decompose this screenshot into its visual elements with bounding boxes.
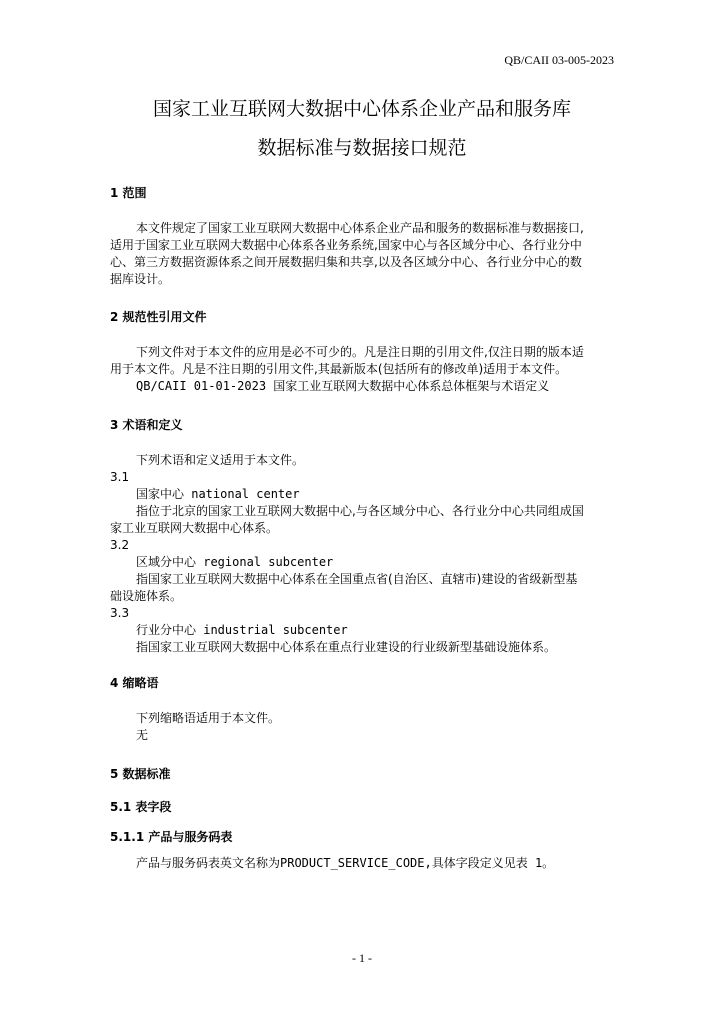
section-3-heading: 3 术语和定义 bbox=[110, 418, 183, 432]
text-line: 下列文件对于本文件的应用是必不可少的。凡是注日期的引用文件,仅注日期的版本适 bbox=[136, 345, 584, 359]
section-5-1-heading: 5.1 表字段 bbox=[110, 800, 172, 814]
term-name: 国家中心 national center bbox=[136, 487, 300, 501]
document-title-line1: 国家工业互联网大数据中心体系企业产品和服务库 bbox=[152, 98, 571, 120]
text-line: 适用于国家工业互联网大数据中心体系各业务系统,国家中心与各区域分中心、各行业分中 bbox=[110, 238, 582, 252]
section-1-heading: 1 范围 bbox=[110, 186, 147, 200]
section-2-heading: 2 规范性引用文件 bbox=[110, 310, 207, 324]
normative-reference: QB/CAII 01-01-2023 国家工业互联网大数据中心体系总体框架与术语定义 bbox=[136, 379, 550, 393]
term-number: 3.2 bbox=[110, 538, 130, 552]
section-5-1-1-heading: 5.1.1 产品与服务码表 bbox=[110, 830, 233, 844]
term-definition: 指国家工业互联网大数据中心体系在全国重点省(自治区、直辖市)建设的省级新型基 bbox=[136, 572, 578, 586]
term-definition: 家工业互联网大数据中心体系。 bbox=[110, 521, 279, 535]
term-name: 行业分中心 industrial subcenter bbox=[136, 623, 348, 637]
text-line: 下列缩略语适用于本文件。 bbox=[136, 711, 281, 725]
term-definition: 础设施体系。 bbox=[110, 589, 183, 603]
text-line: 下列术语和定义适用于本文件。 bbox=[136, 453, 305, 467]
section-3-body bbox=[110, 452, 616, 656]
section-2-body bbox=[110, 344, 616, 395]
standard-number: QB/CAII 03-005-2023 bbox=[504, 53, 614, 67]
section-4-body bbox=[110, 710, 616, 744]
term-number: 3.3 bbox=[110, 606, 130, 620]
term-definition: 指国家工业互联网大数据中心体系在重点行业建设的行业级新型基础设施体系。 bbox=[136, 640, 557, 654]
text-line: 据库设计。 bbox=[110, 272, 171, 286]
text-line: 心、第三方数据资源体系之间开展数据归集和共享,以及各区域分中心、各行业分中心的数 bbox=[110, 255, 582, 269]
section-5-1-1-body bbox=[110, 855, 616, 872]
section-1-body bbox=[110, 220, 616, 288]
page-number: - 1 - bbox=[352, 951, 372, 965]
section-5-heading: 5 数据标准 bbox=[110, 767, 171, 781]
text-line: 本文件规定了国家工业互联网大数据中心体系企业产品和服务的数据标准与数据接口, bbox=[136, 221, 584, 235]
term-definition: 指位于北京的国家工业互联网大数据中心,与各区域分中心、各行业分中心共同组成国 bbox=[136, 504, 584, 518]
text-line: 用于本文件。凡是不注日期的引用文件,其最新版本(包括所有的修改单)适用于本文件。 bbox=[110, 362, 568, 376]
text-line: 无 bbox=[136, 728, 149, 742]
section-4-heading: 4 缩略语 bbox=[110, 676, 159, 690]
document-title-line2: 数据标准与数据接口规范 bbox=[257, 137, 467, 159]
term-number: 3.1 bbox=[110, 470, 130, 484]
text-line: 产品与服务码表英文名称为PRODUCT_SERVICE_CODE,具体字段定义见表 1。 bbox=[136, 856, 555, 870]
term-name: 区域分中心 regional subcenter bbox=[136, 555, 334, 569]
